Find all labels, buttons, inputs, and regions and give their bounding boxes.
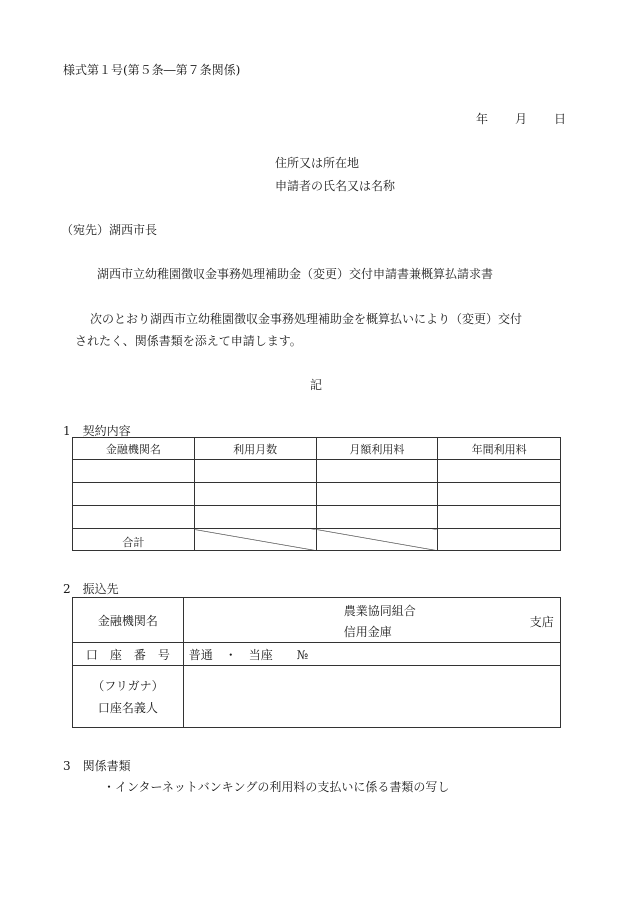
holder-label-cell	[73, 666, 184, 728]
cell	[438, 483, 561, 506]
header-bank-name: 金融機関名	[73, 438, 195, 460]
header-monthly-fee: 月額利用料	[316, 438, 438, 460]
table-row	[73, 506, 561, 529]
cell	[316, 460, 438, 483]
bank-row	[73, 598, 561, 643]
cell	[194, 506, 316, 529]
holder-value-cell	[183, 666, 560, 728]
section2-heading: 2 振込先	[63, 582, 119, 596]
cell	[194, 483, 316, 506]
cell	[194, 460, 316, 483]
contract-table	[72, 437, 561, 551]
cell	[73, 483, 195, 506]
cell	[73, 506, 195, 529]
furigana-label: （フリガナ）	[92, 678, 164, 693]
slashed-cell	[316, 529, 438, 551]
cell	[316, 506, 438, 529]
annual-total-cell	[438, 529, 561, 551]
date-year: 年	[476, 112, 489, 126]
document-title: 湖西市立幼稚園徴収金事務処理補助金（変更）交付申請書兼概算払請求書	[97, 267, 494, 281]
transfer-table	[72, 597, 561, 728]
branch-label: 支店	[529, 615, 554, 629]
ki-mark: 記	[310, 378, 323, 392]
section1-heading: 1 契約内容	[63, 424, 131, 438]
body-line-1: 次のとおり湖西市立幼稚園徴収金事務処理補助金を概算払いにより（変更）交付	[90, 312, 523, 326]
applicant-name-label: 申請者の氏名又は名称	[275, 179, 396, 193]
header-months: 利用月数	[194, 438, 316, 460]
total-label: 合計	[73, 529, 195, 551]
bank-label: 金融機関名	[73, 598, 184, 643]
date-month: 月	[515, 112, 528, 126]
body-line-2: されたく、関係書類を添えて申請します。	[75, 334, 302, 348]
account-type: 普通 ・ 当座 №	[183, 643, 560, 666]
table-row	[73, 483, 561, 506]
account-number-row	[73, 643, 561, 666]
cell	[438, 460, 561, 483]
bank-value-cell	[183, 598, 560, 643]
cell	[438, 506, 561, 529]
related-document-item: ・インターネットバンキングの利用料の支払いに係る書類の写し	[103, 780, 450, 794]
account-number-label: 口 座 番 号	[73, 643, 184, 666]
addressee: （宛先）湖西市長	[61, 223, 158, 237]
total-row	[73, 529, 561, 551]
contract-header-row	[73, 438, 561, 460]
header-annual-fee: 年間利用料	[438, 438, 561, 460]
cell	[73, 460, 195, 483]
form-label: 様式第１号(第５条―第７条関係)	[63, 63, 241, 77]
holder-row	[73, 666, 561, 728]
bank-option-credit: 信用金庫	[343, 625, 392, 639]
table-row	[73, 460, 561, 483]
slashed-cell	[194, 529, 316, 551]
cell	[316, 483, 438, 506]
holder-label: 口座名義人	[97, 700, 158, 715]
address-label: 住所又は所在地	[275, 156, 360, 170]
date-day: 日	[554, 112, 567, 126]
bank-option-agri: 農業協同組合	[343, 604, 416, 618]
section3-heading: 3 関係書類	[63, 759, 131, 773]
